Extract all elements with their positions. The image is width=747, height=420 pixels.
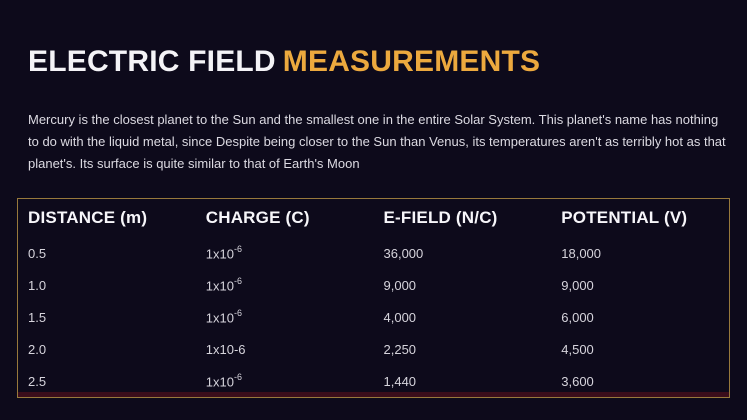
table-cell: 6,000 <box>561 309 594 325</box>
table-cell: 9,000 <box>561 277 594 293</box>
table-cell: $1x10^{-6}$ <box>205 275 242 294</box>
page-title-accent: MEASUREMENTS <box>282 45 541 79</box>
column-header: DISTANCE (m) <box>28 208 148 227</box>
table-cell: 2.5 <box>28 373 47 389</box>
column-header: E-FIELD (N/C) <box>383 208 498 227</box>
table-cell: 1.5 <box>28 309 47 325</box>
table-row <box>18 269 729 301</box>
table-cell: 4,000 <box>383 309 417 325</box>
table-cell: $1x10^{-6}$ <box>205 371 242 390</box>
table-cell: $1x10^{-6}$ <box>205 307 242 326</box>
table-cell: 18,000 <box>561 245 602 261</box>
page-title-main: ELECTRIC FIELD <box>28 45 276 79</box>
table-cell: 0.5 <box>28 245 47 261</box>
table-cell: 1x10-6 <box>205 341 246 357</box>
table-cell: 9,000 <box>383 277 417 293</box>
table-cell: 1,440 <box>383 373 417 389</box>
table-cell: 2,250 <box>383 341 417 357</box>
column-header: POTENTIAL (V) <box>561 208 688 227</box>
measurements-table <box>17 198 730 398</box>
table-cell: 4,500 <box>561 341 594 357</box>
table-cell: $1x10^{-6}$ <box>205 243 242 262</box>
description-paragraph: Mercury is the closest planet to the Sun and the smallest one in the entire Solar System. This planet's name has nothing to do with the liquid metal, since Despite being closer to the Sun than Venus, its temperatures aren't as terribly hot as that planet's. Its surface is quite similar to that of Earth's Moon <box>28 112 726 171</box>
page-title <box>28 45 540 79</box>
table-header-row <box>18 199 729 237</box>
table-cell: 36,000 <box>383 245 424 261</box>
table-cell: 1.0 <box>28 277 47 293</box>
table-cell: 2.0 <box>28 341 47 357</box>
table-cell: 3,600 <box>561 373 594 389</box>
table-row <box>18 301 729 333</box>
table-row <box>18 237 729 269</box>
table-row <box>18 365 729 397</box>
column-header: CHARGE (C) <box>205 208 310 227</box>
table-row <box>18 333 729 365</box>
table-body <box>18 237 729 397</box>
